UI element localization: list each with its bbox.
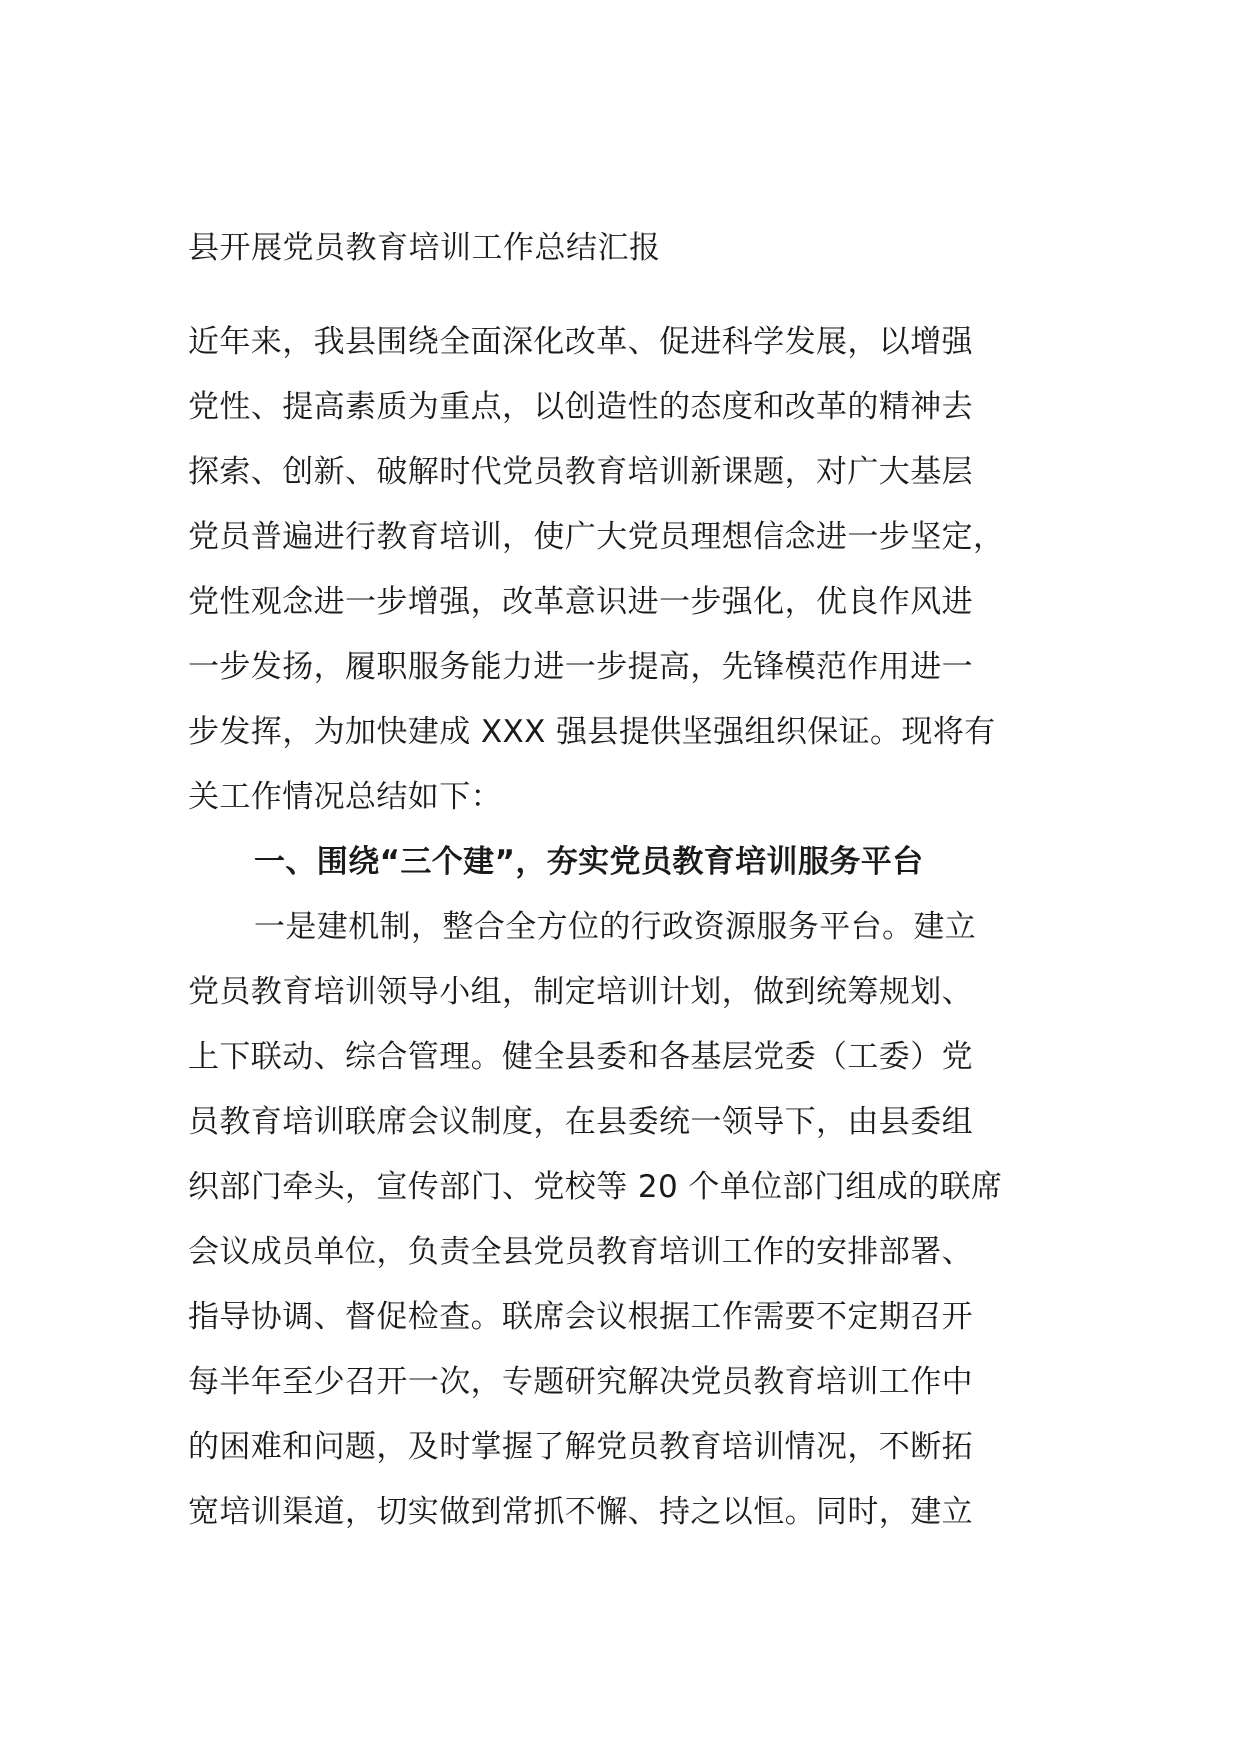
- paragraph-line: 每半年至少召开一次，专题研究解决党员教育培训工作中: [188, 1364, 973, 1400]
- paragraph-line: 织部门牵头，宣传部门、党校等 20 个单位部门组成的联席: [188, 1169, 1003, 1205]
- paragraph-line: 员教育培训联席会议制度，在县委统一领导下，由县委组: [188, 1104, 973, 1140]
- paragraph-line: 党性、提高素质为重点，以创造性的态度和改革的精神去: [188, 389, 973, 425]
- paragraph-line: 宽培训渠道，切实做到常抓不懈、持之以恒。同时，建立: [188, 1494, 973, 1530]
- paragraph-line: 近年来，我县围绕全面深化改革、促进科学发展，以增强: [188, 324, 973, 360]
- paragraph-line: 党性观念进一步增强，改革意识进一步强化，优良作风进: [188, 584, 973, 620]
- document-title: 县开展党员教育培训工作总结汇报: [188, 230, 661, 266]
- paragraph-line: 党员普遍进行教育培训，使广大党员理想信念进一步坚定，: [188, 519, 1005, 555]
- paragraph-line: 步发挥，为加快建成 XXX 强县提供坚强组织保证。现将有: [188, 714, 996, 750]
- paragraph-line: 的困难和问题，及时掌握了解党员教育培训情况，不断拓: [188, 1429, 973, 1465]
- paragraph-line: 探索、创新、破解时代党员教育培训新课题，对广大基层: [188, 454, 973, 490]
- paragraph-line: 关工作情况总结如下：: [188, 779, 502, 815]
- paragraph-line: 会议成员单位，负责全县党员教育培训工作的安排部署、: [188, 1234, 973, 1270]
- document-body: [188, 310, 1068, 1545]
- paragraph-line: 一步发扬，履职服务能力进一步提高，先锋模范作用进一: [188, 649, 973, 685]
- paragraph-line: 上下联动、综合管理。健全县委和各基层党委（工委）党: [188, 1039, 973, 1075]
- paragraph-line: 一是建机制，整合全方位的行政资源服务平台。建立: [254, 909, 977, 945]
- paragraph-line: 党员教育培训领导小组，制定培训计划，做到统筹规划、: [188, 974, 973, 1010]
- paragraph-line: 指导协调、督促检查。联席会议根据工作需要不定期召开: [188, 1299, 973, 1335]
- section-heading: 一、围绕“三个建”，夯实党员教育培训服务平台: [254, 844, 924, 880]
